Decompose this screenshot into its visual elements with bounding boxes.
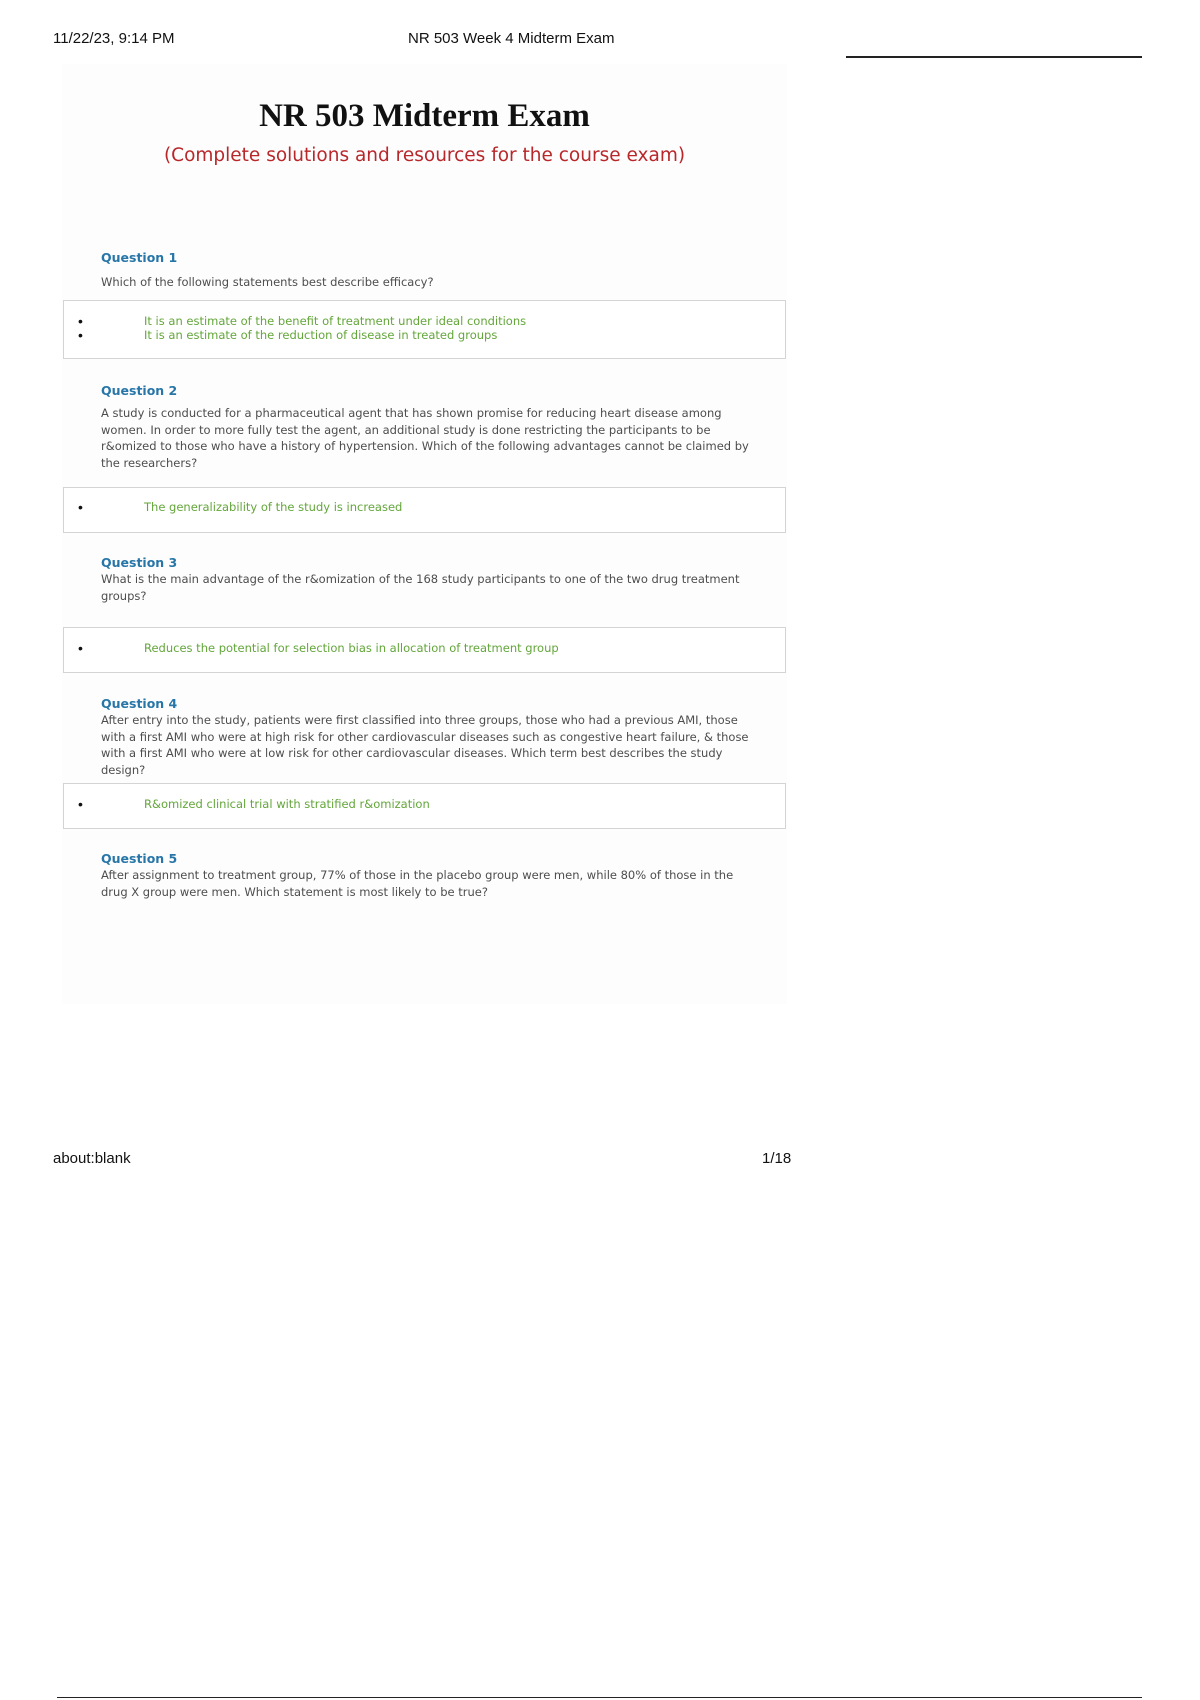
- question-4-text: After entry into the study, patients were first classified into three groups, those who had a previous AMI, those with a first AMI who were at high risk for other cardiovascular diseases such as congestive heart failure, & those with a first AMI who were at low risk for other cardiovascular diseases. Which term best describes the study design?: [101, 713, 749, 777]
- question-5-text: After assignment to treatment group, 77% of those in the placebo group were men, while 80% of those in the drug X group were men. Which statement is most likely to be true?: [101, 868, 734, 899]
- answer-item: [64, 500, 785, 514]
- question-1-text: Which of the following statements best describe efficacy?: [101, 275, 434, 289]
- document-title: NR 503 Midterm Exam: [259, 98, 590, 134]
- answer-text: It is an estimate of the reduction of disease in treated groups: [144, 328, 498, 342]
- question-3-text: What is the main advantage of the r&omization of the 168 study participants to one of the two drug treatment groups?: [101, 572, 740, 603]
- question-2-text: A study is conducted for a pharmaceutical agent that has shown promise for reducing heart disease among women. In order to more fully test the agent, an additional study is done restricting the participants to be r&omized to those who have a history of hypertension. Which of the following advantages cannot be claimed by the researchers?: [101, 406, 749, 470]
- answer-item: [64, 328, 785, 342]
- document-subtitle: (Complete solutions and resources for the course exam): [163, 145, 686, 166]
- question-4-answer-box: [63, 783, 786, 829]
- answer-text: Reduces the potential for selection bias in allocation of treatment group: [144, 641, 559, 655]
- question-3-label: Question 3: [101, 555, 178, 570]
- bullet-icon: •: [78, 313, 83, 329]
- question-2-label: Question 2: [101, 383, 178, 398]
- bullet-icon: •: [78, 499, 83, 515]
- answer-item: [64, 641, 785, 655]
- print-timestamp: 11/22/23, 9:14 PM: [53, 30, 175, 47]
- question-4-label: Question 4: [101, 696, 178, 711]
- bullet-icon: •: [78, 796, 83, 812]
- print-url: about:blank: [53, 1150, 131, 1167]
- bullet-icon: •: [78, 640, 83, 656]
- answer-text: The generalizability of the study is increased: [144, 500, 403, 514]
- question-1-label: Question 1: [101, 250, 178, 265]
- print-page-title: NR 503 Week 4 Midterm Exam: [408, 30, 615, 47]
- bottom-rule: [57, 1697, 1142, 1698]
- question-3-answer-box: [63, 627, 786, 673]
- answer-text: R&omized clinical trial with stratified r&omization: [144, 797, 430, 811]
- question-1-answer-box: [63, 300, 786, 359]
- answer-item: [64, 314, 785, 328]
- bullet-icon: •: [78, 327, 83, 343]
- answer-text: It is an estimate of the benefit of treatment under ideal conditions: [144, 314, 527, 328]
- question-2-answer-box: [63, 487, 786, 533]
- answer-item: [64, 797, 785, 811]
- header-rule: [846, 56, 1142, 58]
- question-5-label: Question 5: [101, 851, 178, 866]
- print-page-number: 1/18: [762, 1150, 792, 1167]
